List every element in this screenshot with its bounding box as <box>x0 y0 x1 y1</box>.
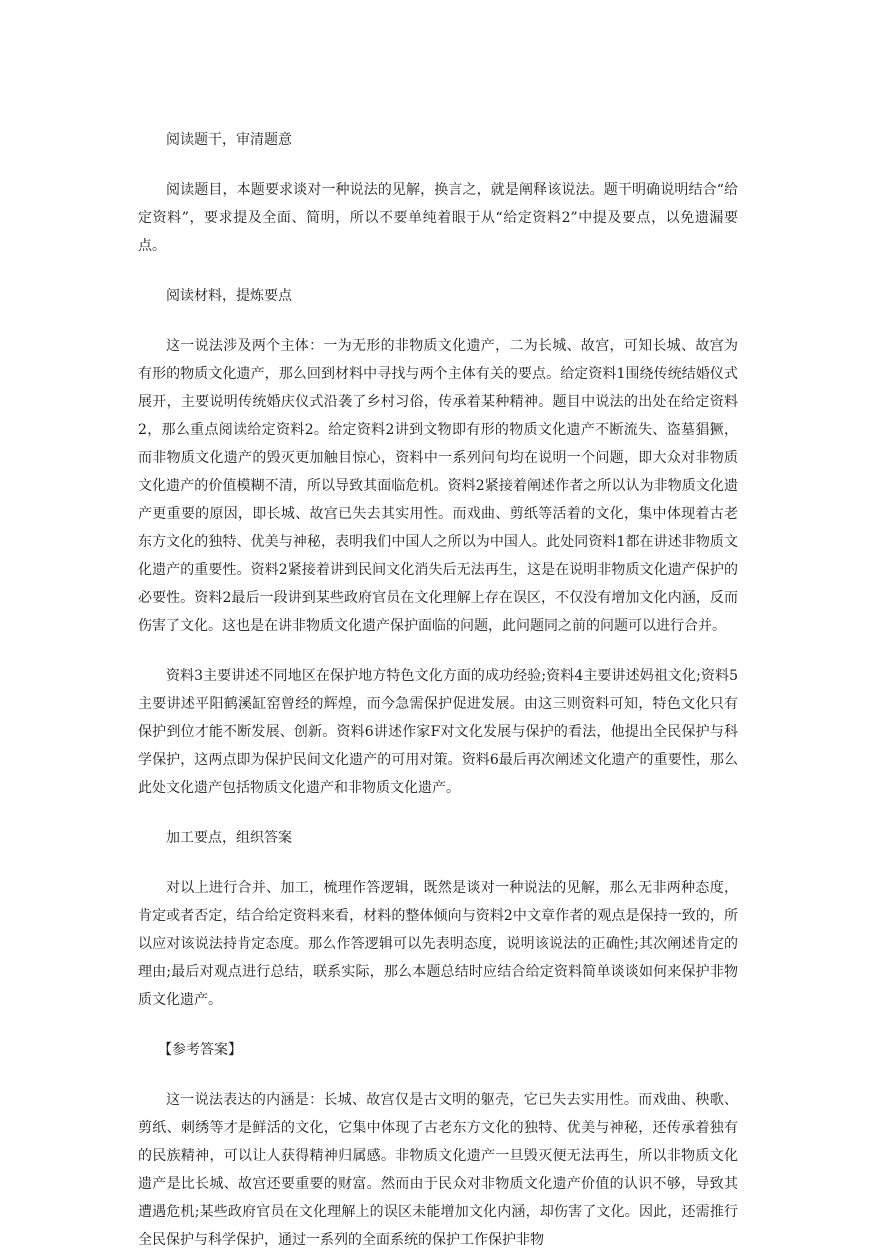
reference-answer-label: 【参考答案】 <box>158 1042 242 1058</box>
section-heading-read-question: 阅读题干，审清题意 <box>166 132 292 148</box>
paragraph-material-analysis: 这一说法涉及两个主体：一为无形的非物质文化遗产，二为长城、故宫，可知长城、故宫为有形的物质文化遗产，那么回到材料中寻找与两个主体有关的要点。给定资料1围绕传统结婚仪式展开，主要说明传统婚庆仪式沿袭了乡村习俗，传承着某种精神。题目中说法的出处在给定资料2，那么重点阅读给定资料2。给定资料2讲到文物即有形的物质文化遗产不断流失、盗墓猖獗，而非物质文化遗产的毁灭更加触目惊心，资料中一系列问句均在说明一个问题，即大众对非物质文化遗产的价值模糊不清，所以导致其面临危机。资料2紧接着阐述作者之所以认为非物质文化遗产更重要的原因，即长城、故宫已失去其实用性。而戏曲、剪纸等活着的文化，集中体现着古老东方文化的独特、优美与神秘，表明我们中国人之所以为中国人。此处同资料1都在讲述非物质文化遗产的重要性。资料2紧接着讲到民间文化消失后无法再生，这是在说明非物质文化遗产保护的必要性。资料2最后一段讲到某些政府官员在文化理解上存在误区，不仅没有增加文化内涵，反而伤害了文化。这也是在讲非物质文化遗产保护面临的问题，此问题同之前的问题可以进行合并。 <box>138 338 738 634</box>
section-heading-read-material: 阅读材料，提炼要点 <box>166 288 292 304</box>
paragraph-question-analysis: 阅读题目，本题要求谈对一种说法的见解，换言之，就是阐释该说法。题干明确说明结合“给定资料”，要求提及全面、简明，所以不要单纯着眼于从“给定资料2”中提及要点，以免遗漏要点。 <box>138 182 738 254</box>
document-body <box>138 126 738 1254</box>
section-heading-organize-answer: 加工要点，组织答案 <box>166 830 292 846</box>
paragraph-reference-answer: 这一说法表达的内涵是：长城、故宫仅是古文明的躯壳，它已失去实用性。而戏曲、秧歌、剪纸、刺绣等才是鲜活的文化，它集中体现了古老东方文化的独特、优美与神秘，还传承着独有的民族精神，可以让人获得精神归属感。非物质文化遗产一旦毁灭便无法再生，所以非物质文化遗产是比长城、故宫还要重要的财富。然而由于民众对非物质文化遗产价值的认识不够，导致其遭遇危机;某些政府官员在文化理解上的误区未能增加文化内涵，却伤害了文化。因此，还需推行全民保护与科学保护，通过一系列的全面系统的保护工作保护非物 <box>138 1092 738 1248</box>
paragraph-material-3-6: 资料3主要讲述不同地区在保护地方特色文化方面的成功经验;资料4主要讲述妈祖文化;资料5主要讲述平阳鹤溪缸窑曾经的辉煌，而今急需保护促进发展。由这三则资料可知，特色文化只有保护到位才能不断发展、创新。资料6讲述作家F对文化发展与保护的看法，他提出全民保护与科学保护，这两点即为保护民间文化遗产的可用对策。资料6最后再次阐述文化遗产的重要性，那么此处文化遗产包括物质文化遗产和非物质文化遗产。 <box>138 668 738 796</box>
paragraph-answer-logic: 对以上进行合并、加工，梳理作答逻辑，既然是谈对一种说法的见解，那么无非两种态度，肯定或者否定，结合给定资料来看，材料的整体倾向与资料2中文章作者的观点是保持一致的，所以应对该说法持肯定态度。那么作答逻辑可以先表明态度，说明该说法的正确性;其次阐述肯定的理由;最后对观点进行总结，联系实际，那么本题总结时应结合给定资料简单谈谈如何来保护非物质文化遗产。 <box>138 880 738 1008</box>
